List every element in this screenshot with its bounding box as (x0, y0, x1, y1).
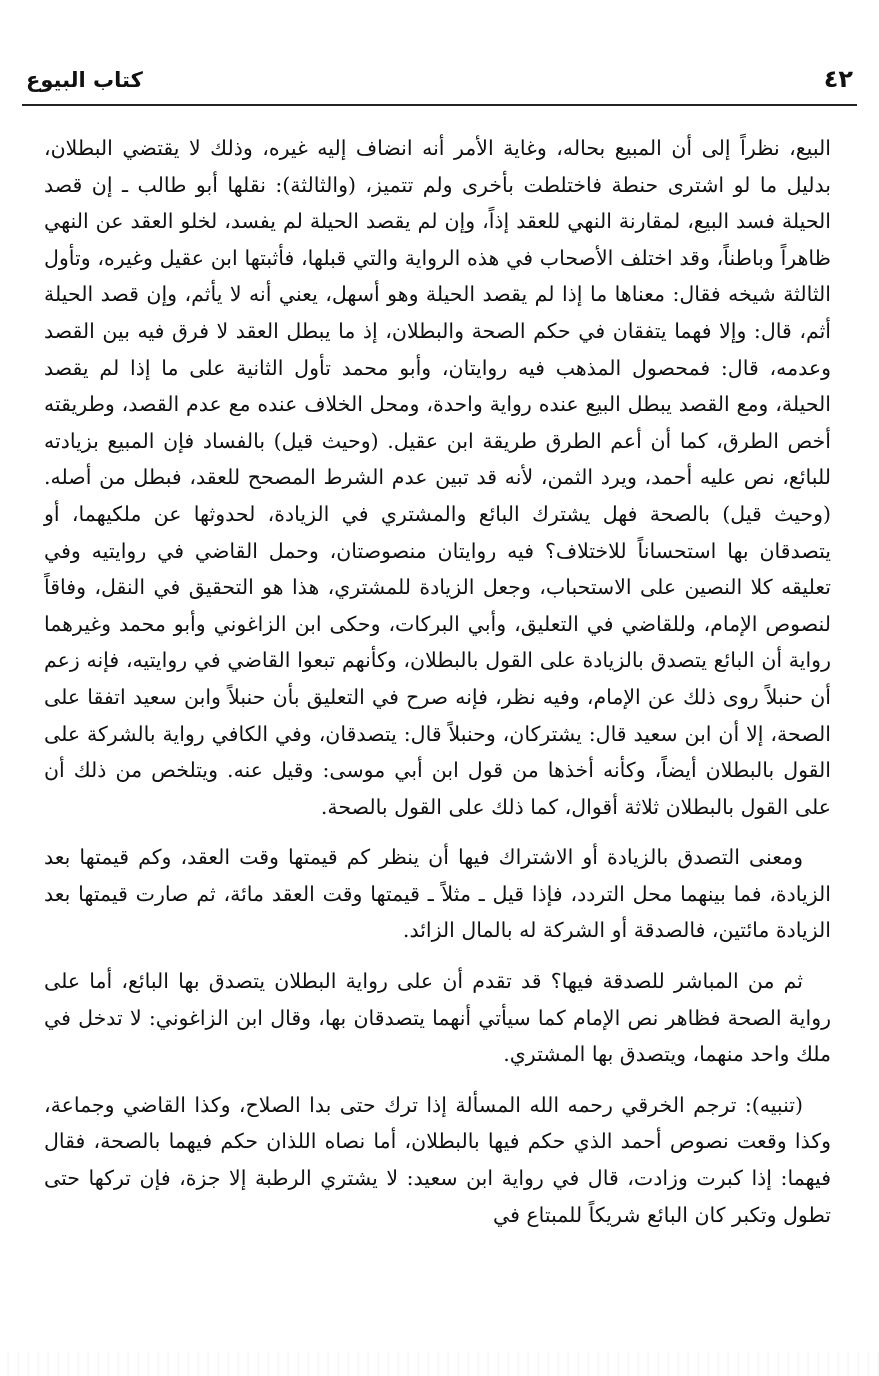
body-text (44, 130, 831, 1233)
running-header (22, 62, 857, 102)
header-divider (22, 104, 857, 106)
paragraph-3: ثم من المباشر للصدقة فيها؟ قد تقدم أن على رواية البطلان يتصدق بها البائع، أما على رواية الصحة فظاهر نص الإمام كما سيأتي أنهما يتصدقان بها، وقال ابن الزاغوني: لا تدخل في ملك واحد منهما، ويتصدق بها المشتري. (44, 969, 831, 1067)
page-number: ٤٢ (823, 65, 853, 93)
book-title: كتاب البيوع (26, 68, 143, 92)
scan-edge-noise (0, 1352, 879, 1376)
paragraph-2: ومعنى التصدق بالزيادة أو الاشتراك فيها أن ينظر كم قيمتها وقت العقد، وكم قيمتها بعد الزيادة، فما بينهما محل التردد، فإذا قيل ـ مثلاً ـ قيمتها وقت العقد مائة، ثم صارت قيمتها بعد الزيادة مائتين، فالصدقة أو الشركة له بالمال الزائد. (44, 845, 831, 943)
paragraph-1: البيع، نظراً إلى أن المبيع بحاله، وغاية الأمر أنه انضاف إليه غيره، وذلك لا يقتضي البطلان، بدليل ما لو اشترى حنطة فاختلطت بأخرى ولم تتميز، (والثالثة): نقلها أبو طالب ـ إن قصد الحيلة فسد البيع، لمقارنة النهي للعقد إذاً، وإن لم يقصد الحيلة لم يفسد، لخلو العقد عن النهي ظاهراً وباطناً، وقد اختلف الأصحاب في هذه الرواية والتي قبلها، فأثبتها ابن عقيل وغيره، وتأول الثالثة شيخه فقال: معناها ما إذا لم يقصد الحيلة وهو أسهل، يعني أنه لا يأثم، وإن قصد الحيلة أثم، قال: وإلا فهما يتفقان في حكم الصحة والبطلان، إذ ما يبطل العقد لا فرق فيه بين القصد وعدمه، قال: فمحصول المذهب فيه روايتان، وأبو محمد تأول الثانية على ما إذا لم يقصد الحيلة، ومع القصد يبطل البيع عنده رواية واحدة، ومحل الخلاف عنده مع عدم القصد، وطريقته أخص الطرق، كما أن أعم الطرق طريقة ابن عقيل. (وحيث قيل) بالفساد فإن المبيع بزيادته للبائع، نص عليه أحمد، ويرد الثمن، لأنه قد تبين عدم الشرط المصحح للعقد، فبطل من أصله. (وحيث قيل) بالصحة فهل يشترك البائع والمشتري في الزيادة، لحدوثها عن ملكيهما، أو يتصدقان بها استحساناً للاختلاف؟ فيه روايتان منصوصتان، وحمل القاضي في روايتيه وفي تعليقه كلا النصين على الاستحباب، وجعل الزيادة للمشتري، هذا هو التحقيق في النقل، وفاقاً لنصوص الإمام، وللقاضي في التعليق، وأبي البركات، وحكى ابن الزاغوني وأبو محمد وغيرهما رواية أن البائع يتصدق بالزيادة على القول بالبطلان، وكأنهم تبعوا القاضي في روايتيه، فإنه زعم أن حنبلاً روى ذلك عن الإمام، وفيه نظر، فإنه صرح في التعليق بأن حنبلاً وابن سعيد اتفقا على الصحة، إلا أن ابن سعيد قال: يشتركان، وحنبلاً قال: يتصدقان، وفي الكافي رواية بالشركة على القول بالبطلان أيضاً، وكأنه أخذها من قول ابن أبي موسى: وقيل عنه. ويتلخص من ذلك أن على القول بالبطلان ثلاثة أقوال، كما ذلك على القول بالصحة. (44, 136, 831, 819)
paragraph-4: (تنبيه): ترجم الخرقي رحمه الله المسألة إذا ترك حتى بدا الصلاح، وكذا القاضي وجماعة، وكذا وقعت نصوص أحمد الذي حكم فيها بالبطلان، أما نصاه اللذان حكم فيهما بالصحة، فقال فيهما: إذا كبرت وزادت، قال في رواية ابن سعيد: لا يشتري الرطبة إلا جزة، فإن تركها حتى تطول وتكبر كان البائع شريكاً للمبتاع في (44, 1092, 831, 1227)
